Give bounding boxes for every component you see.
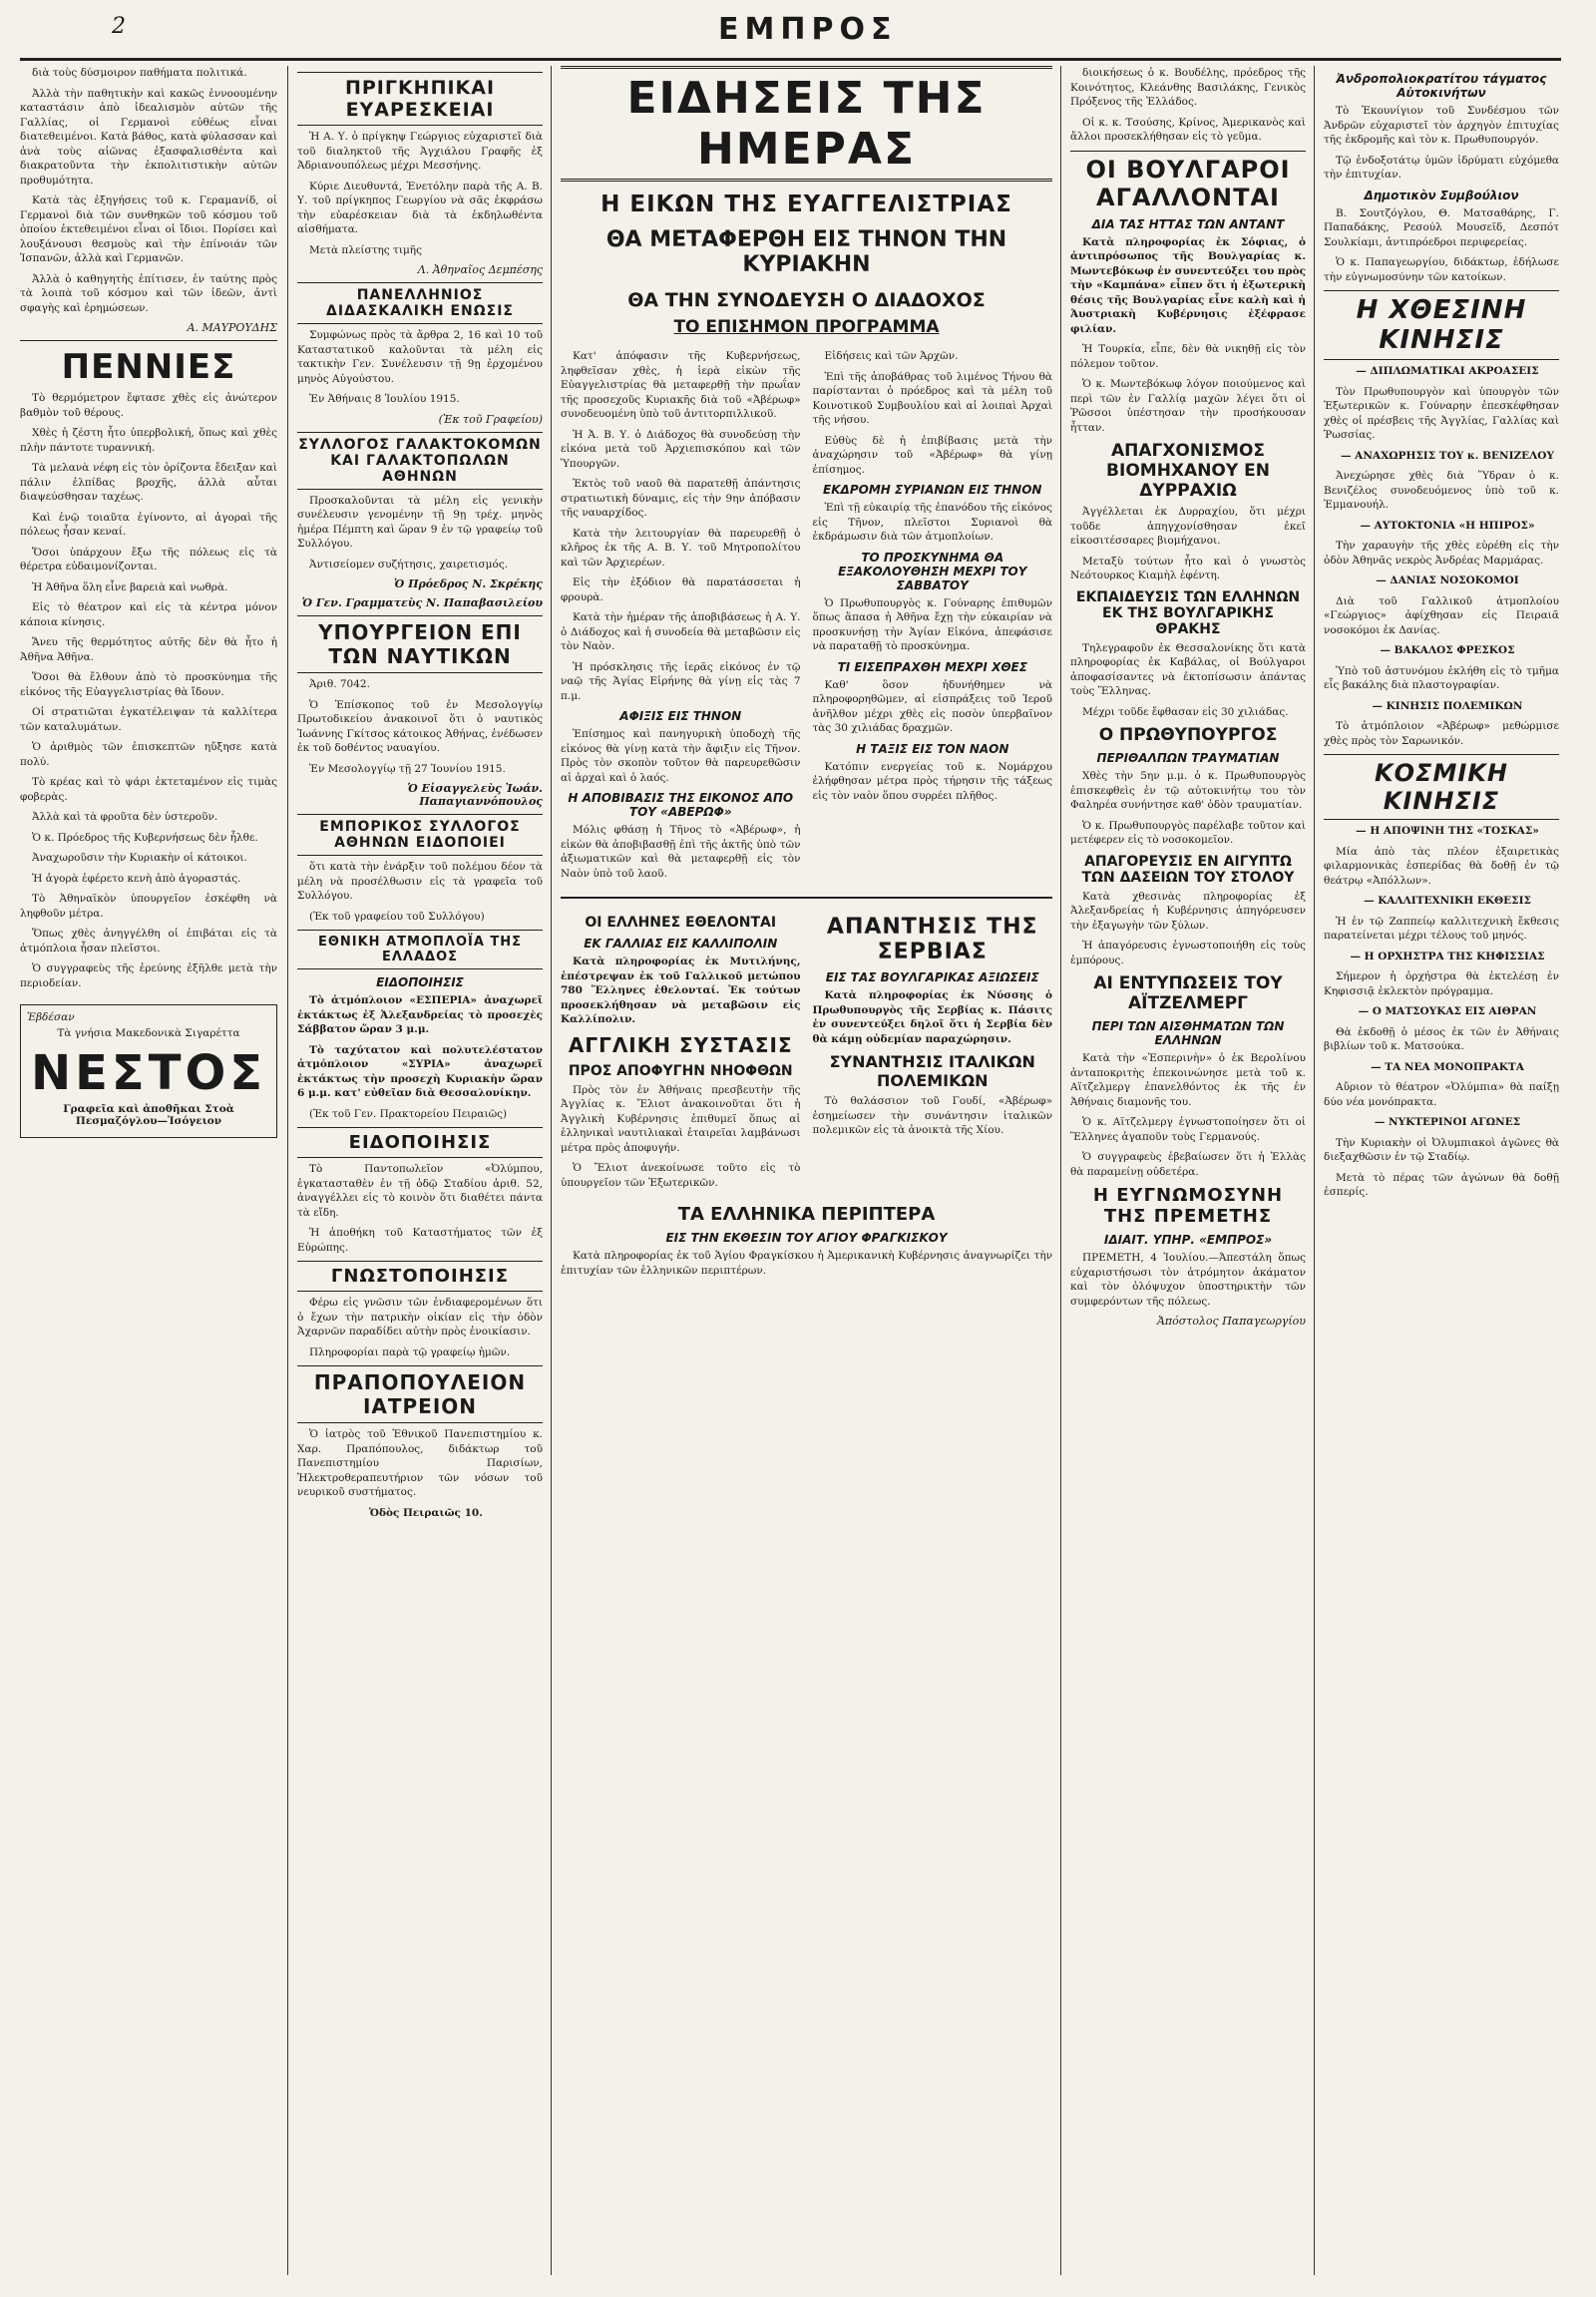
english-advice-sub: ΠΡΟΣ ΑΠΟΦΥΓΗΝ ΝΗΟΦΘΩΝ	[568, 1062, 793, 1079]
paragraph: Κύριε Διευθυντά, Ἐνετόλην παρὰ τῆς Α. Β. Υ. τοῦ πρίγκηπος Γεωργίου νὰ σᾶς ἐκφράσω τὴν εὐαρέσκειαν διὰ τὰ ἐκδηλωθέντα αἰσθήματα.	[297, 180, 543, 235]
paragraph: (Ἐκ τοῦ Γεν. Πρακτορείου Πειραιῶς)	[309, 1107, 508, 1120]
ad-sub: Τὰ γνήσια Μακεδονικὰ Σιγαρέττα	[57, 1027, 240, 1039]
dairy-union-title: ΣΥΛΛΟΓΟΣ ΓΑΛΑΚΤΟΚΟΜΩΝ ΚΑΙ ΓΑΛΑΚΤΟΠΩΛΩΝ ΑΘΗΝΩΝ	[297, 432, 543, 490]
princely-title: ΠΡΙΓΚΗΠΙΚΑΙ ΕΥΑΡΕΣΚΕΙΑΙ	[297, 72, 543, 126]
paragraph: Χθὲς τὴν 5ην μ.μ. ὁ κ. Πρωθυπουργὸς ἐπισκεφθεὶς ἐν τῷ αὐτοκινήτῳ του τὸν Φαληρέα συνήντησε καθ' ὁδὸν τραυματίαν.	[1070, 770, 1306, 811]
headline-2: ΘΑ ΜΕΤΑΦΕΡΘΗ ΕΙΣ ΤΗΝΟΝ ΤΗΝ ΚΥΡΙΑΚΗΝ	[605, 227, 1007, 277]
english-advice-title: ΑΓΓΛΙΚΗ ΣΥΣΤΑΣΙΣ	[568, 1032, 793, 1057]
paragraph: Τηλεγραφοῦν ἐκ Θεσσαλονίκης ὅτι κατὰ πληροφορίας ἐκ Καβάλας, οἱ Βούλγαροι ἀποφασίσαντες νὰ ἐκτοπίσωσιν ἁπάντας τοὺς Ἕλληνας.	[1070, 641, 1306, 697]
paragraph: Ὅσοι θὰ ἔλθουν ἀπὸ τὸ προσκύνημα τῆς εἰκόνος τῆς Εὐαγγελιστρίας θὰ ἴδουν.	[20, 671, 277, 698]
paragraph: Ἡ Ἀ. Β. Υ. ὁ Διάδοχος θὰ συνοδεύσῃ τὴν εἰκόνα μετὰ τοῦ Ἀρχιεπισκόπου καὶ τῶν Ὑπουργῶν.	[561, 428, 801, 470]
naval-ministry-title: ΥΠΟΥΡΓΕΙΟΝ ΕΠΙ ΤΩΝ ΝΑΥΤΙΚΩΝ	[297, 615, 543, 673]
ad-brand: ΝΕΣΤΟΣ	[30, 1045, 267, 1101]
municipal-council-title: Δημοτικὸν Συμβούλιον	[1364, 188, 1519, 202]
paragraph: Τὸ ἀτμόπλοιον «Ἀβέρωφ» μεθώρμισε χθὲς πρὸς τὸν Σαρωνικόν.	[1324, 720, 1559, 747]
gratitude-sub: ΙΔΙΑΙΤ. ΥΠΗΡ. «ΕΜΠΡΟΣ»	[1103, 1233, 1273, 1247]
ad-text: Γραφεῖα καὶ ἀποθῆκαι Στοὰ Πεσμαζόγλου—Ἰσόγειον	[63, 1103, 234, 1127]
center-column	[561, 66, 1052, 2275]
column-rule	[1060, 66, 1061, 2275]
paragraph: Ἐπίσημος καὶ πανηγυρικὴ ὑποδοχὴ τῆς εἰκόνος θὰ γίνῃ κατὰ τὴν ἄφιξιν εἰς Τῆνον. Πρὸς τὸν σκοπὸν τοῦτον θὰ παρευρεθῶσιν αἱ ἀρχαὶ καὶ ὁ λαός.	[561, 728, 801, 784]
item-heading: — Ο ΜΑΤΣΟΥΚΑΣ ΕΙΣ ΑΙΘΡΑΝ	[1358, 1005, 1537, 1017]
item-heading: — ΔΑΝΙΑΣ ΝΟΣΟΚΟΜΟΙ	[1376, 574, 1519, 586]
paragraph: Ἄνευ τῆς θερμότητος αὐτῆς δὲν θὰ ἦτο ἡ Ἀθῆνα Ἀθῆνα.	[20, 636, 277, 663]
paragraph: Ὑπὸ τοῦ ἀστυνόμου ἐκλήθη εἰς τὸ τμῆμα εἷς βακάλης διὰ πλαστογραφίαν.	[1324, 664, 1559, 691]
pavilions-title: ΤΑ ΕΛΛΗΝΙΚΑ ΠΕΡΙΠΤΕΡΑ	[677, 1204, 936, 1225]
paragraph: Πρὸς τὸν ἐν Ἀθήναις πρεσβευτὴν τῆς Ἀγγλίας κ. Ἔλιοτ ἀνακοινοῦται ὅτι ἡ Ἀγγλικὴ Κυβέρνησις ἐπιθυμεῖ ὅπως αἱ ἑλληνικαὶ ναυτιλιακαὶ ἑταιρεῖαι λαμβάνωσι μέτρα πρὸς ἀποφυγήν.	[561, 1083, 801, 1154]
paragraph: Ἀλλὰ τὴν παθητικὴν καὶ κακῶς ἐννοουμένην καταστάσιν ἀπὸ ἰδεαλισμὸν αὐτῶν τῆς Γαλλίας, οἱ Γερμανοὶ εὐθέως εἶναι διατεθειμένοι. Κατὰ βάθος, κατὰ φύλασσαν καὶ ἀνὰ τοὺς αἰῶνας ἐξασφαλισθέντα καὶ διακρατοῦντα τὴν ἐκπολιτιστικὴν αὐτῶν προθυμότητα.	[20, 87, 277, 187]
item-heading: — ΝΥΚΤΕΡΙΝΟΙ ΑΓΩΝΕΣ	[1374, 1116, 1521, 1128]
paragraph: Ἀριθ. 7042.	[309, 678, 370, 690]
paragraph: διοικήσεως ὁ κ. Βουδέλης, πρόεδρος τῆς Κοινότητος, Κλεάνθης Βασιλάκης, Γενικὸς Πρόξενος τῆς Ἑλλάδος.	[1070, 67, 1306, 108]
col1-top-article	[20, 66, 277, 334]
paragraph: Τὸ ταχύτατον καὶ πολυτελέστατον ἀτμόπλοιον «ΣΥΡΙΑ» ἀναχωρεῖ ἐκτάκτως τὴν προσεχὴ Κυριακὴν ὥραν 6 μ.μ. κατ' εὐθεῖαν διὰ Θεσσαλονίκην.	[297, 1043, 543, 1099]
paragraph: Αὔριον τὸ θέατρον «Ὀλύμπια» θὰ παίξῃ δύο νέα μονόπρακτα.	[1324, 1081, 1559, 1108]
paragraph: Κατὰ τὰς ἐξηγήσεις τοῦ κ. Γεραμανίδ, οἱ Γερμανοὶ διὰ τῶν συνθηκῶν τοῦ κόσμου τοῦ ὁποίου ἐκτεθειμένοι εἶναι οἱ ἴδιοι. Πορίσει καὶ λουξάνουσι θεσμοὺς καὶ τὴν ἐπίνοιάν τῶν Ἰσπανῶν, ἀλλὰ καὶ Γερμανῶν.	[20, 194, 277, 264]
paragraph: Ἡ Τουρκία, εἶπε, δὲν θὰ νικηθῇ εἰς τὸν πόλεμον τοῦτον.	[1070, 343, 1306, 370]
paragraph: Κατὰ πληροφορίας ἐκ Σόφιας, ὁ ἀντιπρόσωπος τῆς Βουλγαρίας κ. Μωντεβόκωφ ἐν συνεντεύξει του πρὸς τὴν «Καμπάνα» εἶπεν ὅτι ἡ ἐξωτερικὴ θέσις τῆς Βουλγαρίας εἶνε καλὴ καὶ ἡ Ἀυστριακὴ Κυβέρνησις ἐξέφρασε φιλίαν.	[1070, 235, 1306, 335]
paragraph: Προσκαλοῦνται τὰ μέλη εἰς γενικὴν συνέλευσιν γενομένην τῇ 9ῃ τρέχ. μηνὸς ἡμέρα Πέμπτη καὶ ὥραν 9 ἐν τῷ γραφείῳ τοῦ Συλλόγου.	[297, 494, 543, 550]
steamship-sub: ΕΙΔΟΠΟΙΗΣΙΣ	[376, 975, 464, 989]
paragraph: Φέρω εἰς γνῶσιν τῶν ἐνδιαφερομένων ὅτι ὁ ἔχων τὴν πατρικὴν οἰκίαν εἰς τὴν ὁδὸν Ἀχαρνῶν παραδίδει αὐτὴν πρὸς ἐνοικίασιν.	[297, 1297, 543, 1338]
bulgarians-title: ΟΙ ΒΟΥΛΓΑΡΟΙ ΑΓΑΛΛΟΝΤΑΙ	[1070, 151, 1306, 211]
signature: Α. ΜΑΥΡΟΥΔΗΣ	[187, 321, 277, 334]
paragraph: Κατὰ τὴν λειτουργίαν θὰ παρευρεθῇ ὁ κλῆρος ἐκ τῆς Α. Β. Υ. τοῦ Μητροπολίτου καὶ τῶν Ἀρχιερέων.	[561, 527, 801, 569]
prime-minister-sub: ΠΕΡΙΘΑΛΠΩΝ ΤΡΑΥΜΑΤΙΑΝ	[1096, 751, 1280, 765]
paragraph: Εἰδήσεις καὶ τῶν Ἀρχῶν.	[824, 350, 959, 362]
column-rule	[1314, 66, 1315, 2275]
item-heading: — ΔΙΠΛΩΜΑΤΙΚΑΙ ΑΚΡΟΑΣΕΙΣ	[1356, 365, 1539, 377]
paragraph: Κατὰ τὴν ἡμέραν τῆς ἀποβιβάσεως ἡ Α. Υ. ὁ Διάδοχος καὶ ἡ συνοδεία θὰ μεταβῶσιν εἰς τὸν Ναὸν.	[561, 611, 801, 652]
headline-4: ΤΟ ΕΠΙΣΗΜΟΝ ΠΡΟΓΡΑΜΜΑ	[673, 317, 940, 337]
paragraph: Ἐν Μεσολογγίῳ τῇ 27 Ἰουνίου 1915.	[309, 762, 506, 775]
paragraph: Ἀντισείομεν συζήτησις, χαιρετισμός.	[309, 558, 509, 571]
paragraph: Ὁ κ. Αϊτζελμεργ ἐγνωστοποίησεν ὅτι οἱ Ἕλληνες ἀγαποῦν τοὺς Γερμανούς.	[1070, 1116, 1306, 1143]
serbia-reply-sub: ΕΙΣ ΤΑΣ ΒΟΥΛΓΑΡΙΚΑΣ ΑΞΙΩΣΕΙΣ	[825, 970, 1039, 984]
paragraph: Τὸ ἀτμόπλοιον «ΕΣΠΕΡΙΑ» ἀναχωρεῖ ἐκτάκτως ἐξ Ἀλεξανδρείας τὸ προσεχὲς Σάββατον ὥραν 3 μ.μ.	[297, 994, 543, 1035]
paragraph: Κατ' ἀπόφασιν τῆς Κυβερνήσεως, ληφθεῖσαν χθὲς, ἡ ἱερὰ εἰκὼν τῆς Εὐαγγελιστρίας θὰ μεταφερθῇ τὴν πρωΐαν τῆς προσεχοῦς Κυριακῆς διὰ τοῦ «Ἀβέρωφ» συνοδευομένη ὑπὸ τοῦ ἀντιτορπιλλικοῦ.	[561, 350, 801, 420]
commerce-union-title: ΕΜΠΟΡΙΚΟΣ ΣΥΛΛΟΓΟΣ ΑΘΗΝΩΝ ΕΙΔΟΠΟΙΕΙ	[297, 814, 543, 856]
paragraph: Ἀλλὰ ὁ καθηγητὴς ἐπίτισεν, ἐν ταύτης πρὸς τὰ λοιπὰ τοῦ κόσμου καὶ τῶν ἰδεῶν, ἀντὶ σφαγὴς καὶ ἐρημώσεων.	[20, 272, 277, 314]
paragraph: Ὁ Ἔλιοτ ἀνεκοίνωσε τοῦτο εἰς τὸ ὑπουργεῖον τῶν Ἐξωτερικῶν.	[561, 1162, 801, 1189]
paragraph: Διὰ τοῦ Γαλλικοῦ ἀτμοπλοίου «Γεώργιος» ἀφίχθησαν εἰς Πειραιᾶ νοσοκόμοι ἐκ Δανίας.	[1324, 594, 1559, 636]
paragraph: Ὁ κ. Πρωθυπουργὸς παρέλαβε τοῦτον καὶ μετέφερεν εἰς τὸ νοσοκομεῖον.	[1070, 819, 1306, 846]
pennies-list	[20, 391, 277, 990]
paragraph: Ἡ Α. Υ. ὁ πρίγκηψ Γεώργιος εὐχαριστεῖ διὰ τοῦ διαληκτοῦ τῆς Ἀγχιάλου Γραφῆς ἐξ Ἀδριανουπόλεως μέχρι Μεσσήνης.	[297, 131, 543, 172]
paragraph: Καθ' ὃσον ἠδυνήθημεν νὰ πληροφορηθῶμεν, αἱ εἰσπράξεις τοῦ Ἱεροῦ ἀνῆλθον μέχρι χθὲς εἰς ποσὸν ὑπερβαῖνον τὰς 30 χιλιάδας δραχμῶν.	[812, 678, 1052, 734]
italian-ships-title: ΣΥΝΑΝΤΗΣΙΣ ΙΤΑΛΙΚΩΝ ΠΟΛΕΜΙΚΩΝ	[829, 1052, 1035, 1090]
steamship-title: ΕΘΝΙΚΗ ΑΤΜΟΠΛΟΪΑ ΤΗΣ ΕΛΛΑΔΟΣ	[297, 930, 543, 969]
paragraph: Ἡ ἀγορὰ ἐφέρετο κενὴ ἀπὸ ἀγοραστάς.	[32, 872, 241, 885]
newspaper-page	[20, 8, 1561, 2287]
paragraph: Μία ἀπὸ τὰς πλέον ἐξαιρετικὰς φιλαρμονικὰς ἑσπερίδας θὰ δοθῇ ἐν τῷ θεάτρῳ «Ἀπόλλων».	[1324, 845, 1559, 887]
disembark-title: Η ΑΠΟΒΙΒΑΣΙΣ ΤΗΣ ΕΙΚΟΝΟΣ ΑΠΟ ΤΟΥ «ΑΒΕΡΩΦ»	[568, 791, 794, 819]
paragraph: (Ἐκ τοῦ γραφείου τοῦ Συλλόγου)	[309, 910, 485, 923]
paragraph: ὅτι κατὰ τὴν ἐνάρξιν τοῦ πολέμου δέον τὰ μέλη νὰ προσέλθωσιν εἰς τὰ γραφεῖα τοῦ Συλλόγου.	[297, 861, 543, 902]
paragraph: Κατόπιν ενεργείας τοῦ κ. Νομάρχου ἐλήφθησαν μέτρα πρὸς τήρησιν τῆς τάξεως εἰς τὸν ναὸν ὅπου συρρέει πλῆθος.	[812, 760, 1052, 802]
paragraph: Μόλις φθάσῃ ἡ Τῆνος τὸ «Ἀβέρωφ», ἡ εἰκὼν θὰ ἀποβιβασθῇ ἐπὶ τῆς ἀκτῆς ὑπὸ τῶν ἀξιωματικῶν καὶ θὰ μεταφερθῇ εἰς τὸν Ναὸν ὑπὸ τοῦ λαοῦ.	[561, 824, 801, 880]
column-rule	[287, 66, 288, 2275]
paragraph: Εἰς τὴν ἐξόδιον θὰ παρατάσσεται ἡ φρουρὰ.	[561, 576, 801, 603]
thrace-title: ΕΚΠΑΙΔΕΥΣΙΣ ΤΩΝ ΕΛΛΗΝΩΝ ΕΚ ΤΗΣ ΒΟΥΛΓΑΡΙΚΗΣ ΘΡΑΚΗΣ	[1075, 588, 1301, 637]
impressions-title: ΑΙ ΕΝΤΥΠΩΣΕΙΣ ΤΟΥ ΑΪΤΖΕΛΜΕΡΓ	[1093, 973, 1283, 1013]
pennies-title: ΠΕΝΝΙΕΣ	[20, 340, 277, 387]
paragraph: Κατὰ πληροφορίας ἐκ Νύσσης ὁ Πρωθυπουργὸς τῆς Σερβίας κ. Πάσιτς ἐν συνεντεύξει δηλοῖ ὅτι ἡ Σερβία δὲν θὰ κάμῃ οὐδεμίαν παραχώρησιν.	[812, 989, 1052, 1045]
paragraph: Ὁ συγγραφεὺς ἐβεβαίωσεν ὅτι ἡ Ἑλλὰς θὰ παραμείνῃ οὐδετέρα.	[1070, 1151, 1306, 1178]
paragraph: Μετὰ πλείστης τιμῆς	[309, 243, 422, 256]
ad-label: Ἐβδέσαν	[27, 1011, 75, 1023]
paragraph: Β. Σουτζόγλου, Θ. Ματσαθάρης, Γ. Παπαδάκης, Ρεσούλ Μουσεῖδ, Δεσπότ Σουλκίαμι, ἀντιπρόεδροι περιφερείας.	[1324, 206, 1559, 248]
paragraph: Ἀνεχώρησε χθὲς διὰ Ὕδραν ὁ κ. Βενιζέλος συνοδευόμενος ὑπὸ τοῦ κ. Ἐμμανουήλ.	[1324, 470, 1559, 511]
impressions-sub: ΠΕΡΙ ΤΩΝ ΑΙΣΘΗΜΑΤΩΝ ΤΩΝ ΕΛΛΗΝΩΝ	[1091, 1019, 1285, 1047]
hanging-title: ΑΠΑΓΧΟΝΙΣΜΟΣ ΒΙΟΜΗΧΑΝΟΥ ΕΝ ΔΥΡΡΑΧΙΩ	[1106, 441, 1270, 501]
notice-title: ΕΙΔΟΠΟΙΗΣΙΣ	[297, 1127, 543, 1158]
paragraph: Μέχρι τοῦδε ἔφθασαν εἰς 30 χιλιάδας.	[1082, 705, 1289, 718]
social-movement-title: ΚΟΣΜΙΚΗ ΚΙΝΗΣΙΣ	[1324, 754, 1559, 820]
signature: Ὁ Εἰσαγγελεὺς Ἰωάν. Παπαγιαννόπουλος	[407, 782, 543, 808]
headline-1: Η ΕΙΚΩΝ ΤΗΣ ΕΥΑΓΓΕΛΙΣΤΡΙΑΣ	[600, 191, 1012, 217]
column-rule	[551, 66, 552, 2275]
paragraph: Ἀλλὰ καὶ τὰ φροῦτα δὲν ὑστεροῦν.	[32, 811, 218, 823]
item-heading: — ΑΥΤΟΚΤΟΝΙΑ «Η ΗΠΙΡΟΣ»	[1360, 519, 1535, 532]
page-number: 2	[112, 14, 126, 39]
paragraph: Τὸ θερμόμετρον ἔφτασε χθὲς εἰς ἀνώτερον βαθμὸν τοῦ θέρους.	[20, 392, 277, 419]
item-heading: — ΚΑΛΛΙΤΕΧΝΙΚΗ ΕΚΘΕΣΙΣ	[1364, 895, 1531, 907]
paragraph: Τὸ Ἐκουνίγιον τοῦ Συνδέσμου τῶν Ἀνδρῶν εὐχαριστεῖ τὸν ἀρχηγὸν ἐπιτυχίας τῆς ἐκδρομῆς καὶ τὸν κ. Πρωθυπουργόν.	[1324, 105, 1559, 146]
paragraph: Εἰς τὸ θέατρον καὶ εἰς τὰ κέντρα μόνον κάποια κίνησις.	[20, 601, 277, 628]
paragraph: Ἐπὶ τῇ εὐκαιρίᾳ τῆς ἐπανόδου τῆς εἰκόνος εἰς Τῆνον, πλεῖστοι Συριανοὶ θὰ ἐκδράμωσιν διὰ τῶν ἀτμοπλοίων.	[812, 502, 1052, 543]
paragraph: Ἐκτὸς τοῦ ναοῦ θὰ παρατεθῇ ἀπάντησις στρατιωτικὴ δύναμις, εἰς τὴν 9ην ἀπόβασιν τῆς ναυαρχίδος.	[561, 478, 801, 519]
paragraph: Κατὰ πληροφορίας ἐκ Μυτιλήνης, ἐπέστρεψαν ἐκ τοῦ Γαλλικοῦ μετώπου 780 Ἕλληνες ἐθελονταί. Ἐκ τούτων προσεκλήθησαν νὰ μεταβῶσιν εἰς Καλλίπολιν.	[561, 956, 801, 1025]
item-heading: — Η ΟΡΧΗΣΤΡΑ ΤΗΣ ΚΗΦΙΣΣΙΑΣ	[1350, 950, 1545, 962]
paragraph: Ὅπως χθὲς ἀνηγγέλθη οἱ ἐπιβάται εἰς τὰ ἀτμόπλοια ἦσαν πλεῖστοι.	[20, 928, 277, 955]
column-4	[1070, 66, 1306, 2275]
paragraph: διὰ τοὺς δύσμοιρον παθήματα πολιτικά.	[32, 67, 247, 79]
headline-3: ΘΑ ΤΗΝ ΣΥΝΟΔΕΥΣΗ Ο ΔΙΑΔΟΧΟΣ	[627, 289, 986, 311]
auto-battalion-title: Ἀνδροπολιοκρατίτου τάγματος Αὐτοκινήτων	[1336, 72, 1547, 100]
paragraph: Θὰ ἐκδοθῇ ὁ μέσος ἐκ τῶν ἐν Ἀθήναις βιβλίων τοῦ κ. Ματσούκα.	[1324, 1025, 1559, 1052]
paragraph: Τὸ θαλάσσιον τοῦ Γουδί, «Ἀβέρωφ» ἐσημείωσεν τὴν συνάντησιν ἰταλικῶν πολεμικῶν εἰς τὰ ἀνοικτὰ τῆς Χίου.	[812, 1095, 1052, 1136]
paragraph: Ἡ Ἀθῆνα ὅλη εἶνε βαρειὰ καὶ νωθρὰ.	[32, 580, 228, 593]
paragraph: Ἡ πρόσκλησις τῆς ἱερᾶς εἰκόνος ἐν τῷ ναῷ τῆς Ἁγίας Εἰρήνης θὰ γίνῃ εἰς τὰς 7 π.μ.	[561, 660, 801, 702]
paragraph: ΠΡΕΜΕΤΗ, 4 Ἰουλίου.—Ἀπεστάλη ὅπως εὐχαριστήσωσι τὸν ἀτρόμητον ἀκάματον καὶ τὸν ὁλόψυχον ὑποστηρικτὴν τῶν συμφερόντων τῆς πόλεως.	[1070, 1252, 1306, 1308]
paragraph: Ἀγγέλλεται ἐκ Δυρραχίου, ὅτι μέχρι τοῦδε ἀπηγχονίσθησαν ἐκεῖ εἰκοσιτέσσαρες βιομήχανοι.	[1070, 506, 1306, 547]
bulgarians-sub: ΔΙΑ ΤΑΣ ΗΤΤΑΣ ΤΩΝ ΑΝΤΑΝΤ	[1091, 216, 1285, 231]
paragraph: Ἡ ἀπαγόρευσις ἐγνωστοποιήθη εἰς τοὺς ἐμπόρους.	[1070, 940, 1306, 966]
signature: Ἀπόστολος Παπαγεωργίου	[1156, 1315, 1306, 1328]
paragraph: Ὁδὸς Πειραιῶς 10.	[369, 1506, 483, 1519]
paragraph: Τὴν χαραυγὴν τῆς χθὲς εὑρέθη εἰς τὴν ὁδὸν Ἀθηνᾶς νεκρὸς Ἀνδρέας Μαρμάρας.	[1324, 540, 1559, 567]
pilgrimage-title: ΤΟ ΠΡΟΣΚΥΝΗΜΑ ΘΑ ΕΞΑΚΟΛΟΥΘΗΣΗ ΜΕΧΡΙ ΤΟΥ ΣΑΒΒΑΤΟΥ	[838, 550, 1027, 592]
center-bottom	[561, 909, 1052, 1196]
paragraph: Ὁ συγγραφεὺς τῆς ἐρεύνης ἐξῆλθε μετὰ τὴν περιοδείαν.	[20, 962, 277, 989]
main-title: ΕΙΔΗΣΕΙΣ ΤΗΣ ΗΜΕΡΑΣ	[561, 66, 1052, 182]
signature: Λ. Ἀθηναῖος Δεμπέσης	[417, 263, 543, 276]
paragraph: Ὅσοι ὑπάρχουν ἔξω τῆς πόλεως εἰς τὰ θέρετρα εὐδαιμονίζονται.	[20, 546, 277, 573]
arrival-title: ΑΦΙΞΙΣ ΕΙΣ ΤΗΝΟΝ	[619, 709, 742, 723]
order-title: Η ΤΑΞΙΣ ΕΙΣ ΤΟΝ ΝΑΟΝ	[856, 741, 1009, 756]
paragraph: Ὁ κ. Πρόεδρος τῆς Κυβερνήσεως δὲν ἦλθε.	[32, 831, 258, 844]
paragraph: Οἱ στρατιῶται ἐγκατέλειψαν τὰ καλλίτερα τῶν καταλυμάτων.	[20, 706, 277, 733]
paragraph: Τὰ μελανὰ νέφη εἰς τὸν ὁρίζοντα ἔδειξαν καὶ πάλιν ἐλπίδας βροχῆς, ἀλλὰ αὗται διαψεύσθησαν ταχέως.	[20, 462, 277, 503]
paragraph: Τὸν Πρωθυπουργὸν καὶ ὑπουργὸν τῶν Ἐξωτερικῶν κ. Γούναρην ἐπεσκέφθησαν χθὲς οἱ πρέσβεις τῆς Ἀγγλίας, Γαλλίας καὶ Ῥωσσίας.	[1324, 385, 1559, 441]
paragraph: Μετὰ τὸ πέρας τῶν ἀγώνων θὰ δοθῇ ἑσπερίς.	[1324, 1171, 1559, 1198]
paragraph: Τὸ Ἀθηναϊκὸν ὑπουργεῖον ἐσκέφθη νὰ ληφθοῦν μέτρα.	[20, 893, 277, 920]
gratitude-title: Η ΕΥΓΝΩΜΟΣΥΝΗ ΤΗΣ ΠΡΕΜΕΤΗΣ	[1092, 1185, 1284, 1227]
column-1	[20, 66, 277, 2275]
item-heading: — Η ΑΠΟΨΙΝΗ ΤΗΣ «ΤΟΣΚΑΣ»	[1356, 825, 1539, 837]
volunteers-title: ΟΙ ΕΛΛΗΝΕΣ ΕΘΕΛΟΝΤΑΙ	[585, 915, 777, 931]
paragraph: Χθὲς ἡ ζέστη ἦτο ὑπερβολική, ὅπως καὶ χθὲς πλὴν πάντοτε τυραννική.	[20, 427, 277, 454]
paragraph: Τὴν Κυριακὴν οἱ Ὀλυμπιακοὶ ἀγῶνες θὰ διεξαχθῶσιν ἐν τῷ Σταδίῳ.	[1324, 1136, 1559, 1163]
paragraph: Τῷ ἐνδοξοτάτῳ ὑμῶν ἰδρύματι εὐχόμεθα τὴν ἐπιτυχίαν.	[1324, 154, 1559, 181]
prime-minister-title: Ο ΠΡΩΘΥΠΟΥΡΓΟΣ	[1098, 725, 1278, 745]
item-heading: — ΑΝΑΧΩΡΗΣΙΣ ΤΟΥ κ. ΒΕΝΙΖΕΛΟΥ	[1341, 449, 1554, 462]
column-5	[1324, 66, 1559, 2275]
paragraph: Οἱ κ. κ. Τσούσης, Κρίνος, Ἀμερικανὸς καὶ ἄλλοι προσεκλήθησαν εἰς τὸ γεῦμα.	[1070, 116, 1306, 143]
paragraph: Συμφώνως πρὸς τὰ ἄρθρα 2, 16 καὶ 10 τοῦ Καταστατικοῦ καλοῦνται τὰ μέλη εἰς τακτικὴν Γεν. Συνέλευσιν τῇ 9ῃ ἐρχομένου μηνὸς Αὐγούστου.	[297, 329, 543, 385]
paragraph: Πληροφορίαι παρὰ τῷ γραφείῳ ἡμῶν.	[309, 1345, 511, 1358]
daily-movement-title: Η ΧΘΕΣΙΝΗ ΚΙΝΗΣΙΣ	[1324, 290, 1559, 360]
nestos-ad	[20, 1004, 277, 1138]
signature: (Ἐκ τοῦ Γραφείου)	[438, 412, 543, 426]
paper-name: ΕΜΠΡΟΣ	[718, 12, 898, 47]
paragraph: Μεταξὺ τούτων ἦτο καὶ ὁ γνωστὸς Νεότουρκος Κιαμὴλ ἐφέντη.	[1070, 555, 1306, 581]
serbia-reply-title: ΑΠΑΝΤΗΣΙΣ ΤΗΣ ΣΕΡΒΙΑΣ	[826, 915, 1038, 964]
paragraph: Ἀναχωροῦσιν τὴν Κυριακὴν οἱ κάτοικοι.	[32, 852, 247, 864]
paragraph: Τὸ κρέας καὶ τὸ ψάρι ἐκτεταμένον εἰς τιμὰς φοβερὰς.	[20, 776, 277, 803]
column-2	[297, 66, 543, 2275]
paragraph: Ἐπὶ τῆς ἀποβάθρας τοῦ λιμένος Τήνου θὰ παρίστανται ὁ πρόεδρος καὶ τὰ μέλη τοῦ Κοινοτικοῦ Συμβουλίου καὶ αἱ λοιπαὶ Ἀρχαὶ τῆς νήσου.	[812, 370, 1052, 426]
signature: Ὁ Πρόεδρος Ν. Σκρέκης	[393, 577, 543, 590]
item-heading: — ΚΙΝΗΣΙΣ ΠΟΛΕΜΙΚΩΝ	[1372, 699, 1523, 712]
paragraph: Καὶ ἐνῷ τοιαῦτα ἐγίνοντο, αἱ ἀγοραὶ τῆς πόλεως ἦσαν κεναί.	[20, 511, 277, 538]
excursion-title: ΕΚΔΡΟΜΗ ΣΥΡΙΑΝΩΝ ΕΙΣ ΤΗΝΟΝ	[823, 483, 1042, 497]
paragraph: Κατὰ πληροφορίας ἐκ τοῦ Ἁγίου Φραγκίσκου ἡ Ἀμερικανικὴ Κυβέρνησις ἀναγνωρίζει τὴν ἐπιτυχίαν τῶν ἑλληνικῶν περιπτέρων.	[561, 1250, 1052, 1277]
signature: Ὁ Γεν. Γραμματεὺς Ν. Παπαβασιλείου	[301, 596, 543, 609]
announcement-title: ΓΝΩΣΤΟΠΟΙΗΣΙΣ	[297, 1261, 543, 1292]
paragraph: Τὸ Παντοπωλεῖον «Ὀλύμπου, ἐγκατασταθὲν ἐν τῇ ὁδῷ Σταδίου ἀριθ. 52, ἀναγγέλλει εἰς τὸ κοινὸν ὅτι διαθέτει πάντα τὰ εἴδη.	[297, 1163, 543, 1219]
pavilions-sub: ΕΙΣ ΤΗΝ ΕΚΘΕΣΙΝ ΤΟΥ ΑΓΙΟΥ ΦΡΑΓΚΙΣΚΟΥ	[665, 1231, 948, 1245]
egypt-ban-title: ΑΠΑΓΟΡΕΥΣΙΣ ΕΝ ΑΙΓΥΠΤΩ ΤΩΝ ΔΑΣΕΙΩΝ ΤΟΥ ΣΤΟΛΟΥ	[1081, 853, 1295, 886]
masthead	[20, 8, 1561, 61]
paragraph: Σήμερον ἡ ὀρχήστρα θὰ ἐκτελέσῃ ἐν Κηφισσιᾷ ἐκλεκτὸν πρόγραμμα.	[1324, 970, 1559, 997]
paragraph: Ὁ ἰατρὸς τοῦ Ἐθνικοῦ Πανεπιστημίου κ. Χαρ. Πραπόπουλος, διδάκτωρ τοῦ Πανεπιστημίου Παρισίων, Ἠλεκτροθεραπευτήριον τῶν νόσων τοῦ νευρικοῦ συστήματος.	[297, 1428, 543, 1498]
paragraph: Κατὰ τὴν «Ἑσπερινὴν» ὁ ἐκ Βερολίνου ἀνταποκριτὴς ἐπεκοινώνησε μετὰ τοῦ κ. Αϊτζελμεργ ἐπανελθόντος ἐκ τῆς ἐν Ἀθήναις διαμονῆς του.	[1070, 1052, 1306, 1108]
paragraph: Εὐθὺς δὲ ἡ ἐπιβίβασις μετὰ τὴν ἀναχώρησιν τοῦ «Ἀβέρωφ» θὰ γίνῃ ἐπίσημος.	[812, 434, 1052, 476]
item-heading: — ΒΑΚΑΛΟΣ ΦΡΕΣΚΟΣ	[1380, 644, 1515, 656]
paragraph: Ὁ κ. Μωντεβόκωφ λόγον ποιούμενος καὶ περὶ τῶν ἐν Γαλλίᾳ μαχῶν λέγει ὅτι οἱ Ῥῶσσοι ὑπέστησαν τὴν προσήκουσαν ἧτταν.	[1070, 378, 1306, 434]
paragraph: Ὁ Ἐπίσκοπος τοῦ ἐν Μεσολογγίῳ Πρωτοδικείου ἀνακοινοῖ ὅτι ὁ ναυτικὸς Ἰωάννης Γκίτσος κάτοικος Ἀθήνας, ἐνέδωσεν ἐκ τοῦ δοθέντος ναυαγίου.	[297, 698, 543, 754]
paragraph: Κατὰ χθεσινὰς πληροφορίας ἐξ Ἀλεξανδρείας ἡ Κυβέρνησις ἀπηγόρευσεν τὴν ἐξαγωγὴν τῶν ξύλων.	[1070, 890, 1306, 932]
paragraph: Ἡ ἐν τῷ Ζαππείῳ καλλιτεχνικὴ ἔκθεσις παρατείνεται μέχρι τέλους τοῦ μηνός.	[1324, 915, 1559, 942]
paragraph: Ἐν Ἀθήναις 8 Ἰουλίου 1915.	[309, 393, 460, 405]
item-heading: — ΤΑ ΝΕΑ ΜΟΝΟΠΡΑΚΤΑ	[1371, 1060, 1524, 1073]
paragraph: Ὁ ἀριθμὸς τῶν ἐπισκεπτῶν ηὔξησε κατὰ πολύ.	[20, 741, 277, 768]
teachers-union-title: ΠΑΝΕΛΛΗΝΙΟΣ ΔΙΔΑΣΚΑΛΙΚΗ ΕΝΩΣΙΣ	[297, 282, 543, 324]
paragraph: Ὁ Πρωθυπουργὸς κ. Γούναρης ἐπιθυμῶν ὅπως ἅπασα ἡ Ἀθῆνα ἔχῃ τὴν εὐκαιρίαν νὰ προσκυνήσῃ τὴν Ἁγίαν Εἰκόνα, ἀπεφάσισε νὰ παραταθῇ τὸ προσκύνημα.	[812, 596, 1052, 652]
clinic-title: ΠΡΑΠΟΠΟΥΛΕΙΟΝ ΙΑΤΡΕΙΟΝ	[297, 1365, 543, 1423]
collections-title: ΤΙ ΕΙΣΕΠΡΑΧΘΗ ΜΕΧΡΙ ΧΘΕΣ	[837, 659, 1027, 674]
paragraph: Ἡ ἀποθήκη τοῦ Καταστήματος τῶν ἐξ Εὐρώπης.	[297, 1227, 543, 1254]
volunteers-sub: ΕΚ ΓΑΛΛΙΑΣ ΕΙΣ ΚΑΛΛΙΠΟΛΙΝ	[584, 937, 778, 951]
center-article	[561, 349, 1052, 887]
paragraph: Ὁ κ. Παπαγεωργίου, διδάκτωρ, ἐδήλωσε τὴν εὐγνωμοσύνην τῶν κατοίκων.	[1324, 256, 1559, 283]
